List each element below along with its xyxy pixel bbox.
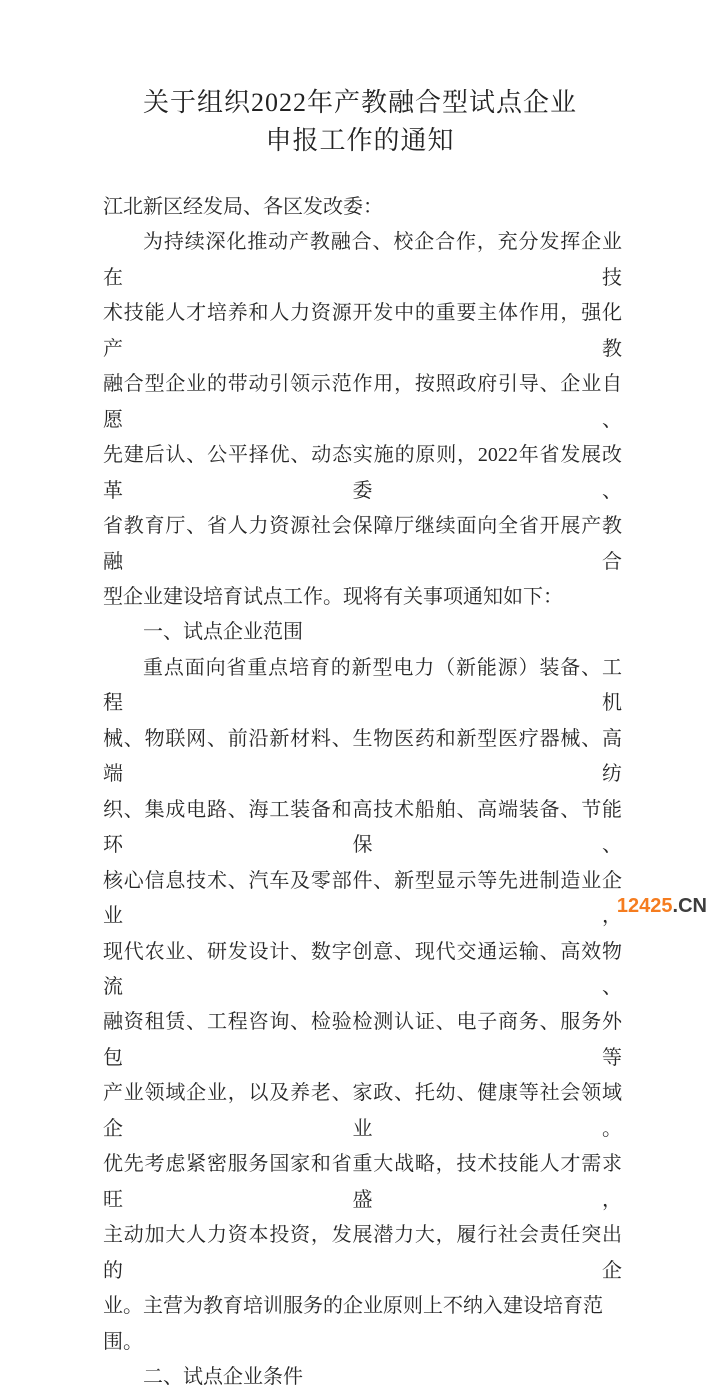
doc-line: 术技能人才培养和人力资源开发中的重要主体作用，强化产教 xyxy=(103,302,622,360)
doc-line: 省教育厅、省人力资源社会保障厅继续面向全省开展产教融合 xyxy=(103,515,622,573)
doc-line: 织、集成电路、海工装备和高技术船舶、高端装备、节能环保、 xyxy=(103,798,622,857)
doc-line: 优先考虑紧密服务国家和省重大战略，技术技能人才需求旺盛， xyxy=(103,1153,622,1211)
doc-line: 融资租赁、工程咨询、检验检测认证、电子商务、服务外包等 xyxy=(103,1011,622,1069)
watermark-brand: 12425 xyxy=(616,895,673,917)
doc-line: 业。主营为教育培训服务的企业原则上不纳入建设培育范围。 xyxy=(103,1295,603,1353)
doc-line-salutation: 江北新区经发局、各区发改委： xyxy=(103,196,383,218)
doc-line: 重点面向省重点培育的新型电力（新能源）装备、工程机 xyxy=(103,656,622,715)
doc-title-line2: 申报工作的通知 xyxy=(265,126,455,155)
doc-title-line1: 关于组织2022年产教融合型试点企业 xyxy=(142,88,577,117)
doc-heading-2: 二、试点企业条件 xyxy=(143,1365,303,1388)
watermark-tld: .CN xyxy=(672,895,707,917)
doc-line: 型企业建设培育试点工作。现将有关事项通知如下： xyxy=(103,585,563,608)
watermark-12425cn xyxy=(617,894,707,918)
doc-line: 融合型企业的带动引领示范作用，按照政府引导、企业自愿、 xyxy=(103,373,622,431)
doc-line: 械、物联网、前沿新材料、生物医药和新型医疗器械、高端纺 xyxy=(103,727,622,786)
doc-line: 为持续深化推动产教融合、校企合作，充分发挥企业在技 xyxy=(103,231,622,289)
doc-line: 核心信息技术、汽车及零部件、新型显示等先进制造业企业， xyxy=(103,869,622,928)
doc-line: 主动加大人力资本投资，发展潜力大，履行社会责任突出的企 xyxy=(103,1224,622,1282)
doc-title xyxy=(0,84,720,160)
doc-body xyxy=(103,190,622,1395)
doc-heading-1: 一、试点企业范围 xyxy=(143,621,303,644)
doc-line: 产业领域企业，以及养老、家政、托幼、健康等社会领域企业。 xyxy=(103,1082,622,1140)
doc-line: 先建后认、公平择优、动态实施的原则，2022年省发展改革委、 xyxy=(103,444,622,502)
doc-line: 现代农业、研发设计、数字创意、现代交通运输、高效物流、 xyxy=(103,940,622,998)
